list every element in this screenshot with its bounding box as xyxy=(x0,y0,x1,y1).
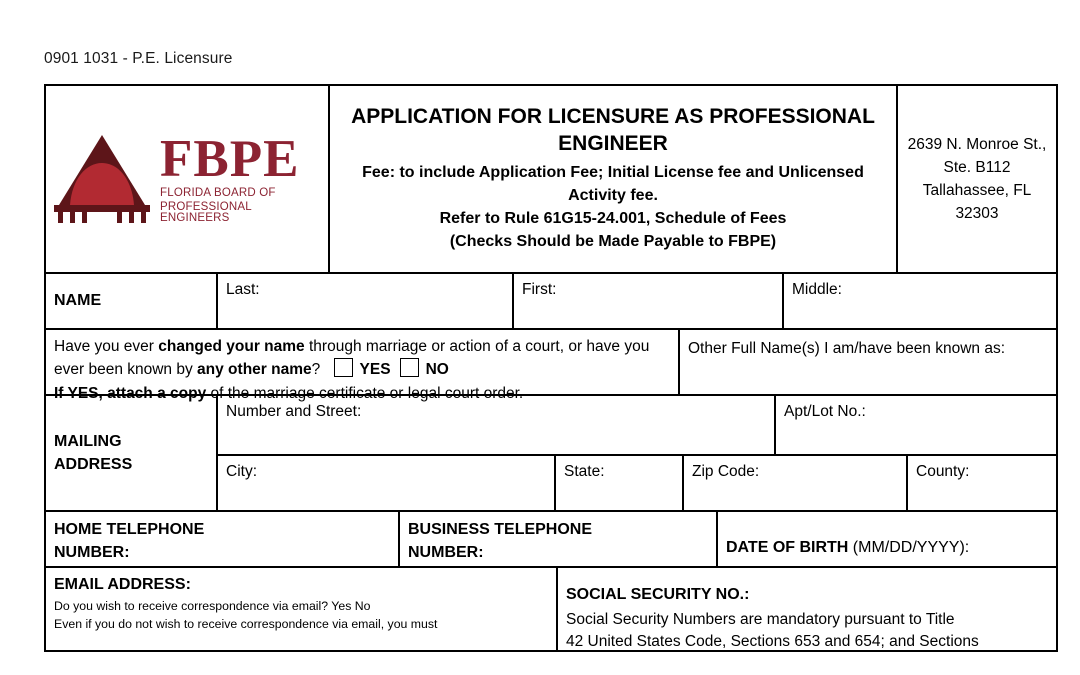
form-fee-line-3: (Checks Should be Made Payable to FBPE) xyxy=(449,233,777,251)
name-row xyxy=(46,274,1056,330)
fbpe-logo xyxy=(50,130,324,225)
mailing-address-fields xyxy=(218,396,1056,510)
name-change-bold-1: changed your name xyxy=(158,338,305,355)
mailing-street-row xyxy=(218,396,1056,456)
name-change-instruction-rest: of the marriage certificate or legal court order. xyxy=(206,384,524,402)
mailing-label-line-2: ADDRESS xyxy=(54,456,133,473)
mailing-city-row xyxy=(218,456,1056,510)
city-field[interactable]: City: xyxy=(218,456,556,510)
email-ssn-row xyxy=(46,568,1056,652)
name-row-label: NAME xyxy=(46,274,218,328)
date-of-birth-field[interactable] xyxy=(718,512,1056,566)
name-change-row xyxy=(46,330,1056,402)
home-phone-line-2: NUMBER: xyxy=(54,544,130,562)
name-change-text-2: through marriage or action of a court, or have you ever been known by xyxy=(54,338,650,379)
ssn-body-line-2: 42 United States Code, Sections 653 and 654; and Sections xyxy=(566,633,979,651)
bridge-logo-icon xyxy=(50,133,154,225)
name-change-no-label: NO xyxy=(425,361,449,379)
email-address-field[interactable] xyxy=(46,568,558,650)
name-change-text-1: Have you ever xyxy=(54,338,159,355)
email-address-label: EMAIL ADDRESS: xyxy=(54,576,191,593)
name-change-yes-checkbox[interactable] xyxy=(334,358,353,377)
last-name-field[interactable]: Last: xyxy=(218,274,514,328)
fbpe-logo-cell xyxy=(46,86,330,272)
email-fine-print-1: Do you wish to receive correspondence via email? Yes No xyxy=(54,599,371,614)
fbpe-logo-subtitle-1: FLORIDA BOARD OF xyxy=(160,187,276,200)
home-telephone-field[interactable] xyxy=(46,512,400,566)
board-address: 2639 N. Monroe St., Ste. B112 Tallahassee, FL 32303 xyxy=(907,135,1047,223)
name-change-yes-label: YES xyxy=(359,361,391,379)
name-change-no-checkbox[interactable] xyxy=(400,358,419,377)
fbpe-logo-subtitle-2: PROFESSIONAL ENGINEERS xyxy=(160,200,252,225)
form-title: APPLICATION FOR LICENSURE AS PROFESSIONAL ENGINEER xyxy=(351,105,875,155)
home-phone-line-1: HOME TELEPHONE xyxy=(54,521,205,538)
ssn-label: SOCIAL SECURITY NO.: xyxy=(566,586,750,603)
business-telephone-field[interactable] xyxy=(400,512,718,566)
contact-row xyxy=(46,512,1056,568)
other-names-field[interactable]: Other Full Name(s) I am/have been known as: xyxy=(688,340,1006,357)
name-change-question xyxy=(46,330,680,402)
fbpe-logo-wordmark: FBPE xyxy=(160,130,300,189)
form-fee-line-1: Fee: to include Application Fee; Initial License fee and Unlicensed Activity fee. xyxy=(362,163,864,205)
dob-label-rest: (MM/DD/YYYY): xyxy=(848,539,970,556)
middle-name-field[interactable]: Middle: xyxy=(792,281,842,298)
name-change-bold-2: any other name xyxy=(197,361,312,379)
form-title-cell xyxy=(330,86,898,272)
state-field[interactable]: State: xyxy=(556,456,684,510)
document-header-label: 0901 1031 - P.E. Licensure xyxy=(44,50,233,67)
mailing-address-block xyxy=(46,396,1056,512)
apt-field[interactable]: Apt/Lot No.: xyxy=(784,403,866,420)
ssn-body-line-1: Social Security Numbers are mandatory pursuant to Title xyxy=(566,611,955,629)
form-fee-line-2: Refer to Rule 61G15-24.001, Schedule of Fees xyxy=(439,210,787,228)
first-name-field[interactable]: First: xyxy=(514,274,784,328)
dob-label-bold: DATE OF BIRTH xyxy=(726,539,849,556)
social-security-field[interactable] xyxy=(558,568,1056,650)
business-phone-line-2: NUMBER: xyxy=(408,544,484,562)
mailing-address-label xyxy=(46,396,218,510)
form-masthead-row xyxy=(46,86,1056,274)
email-fine-print-2: Even if you do not wish to receive correspondence via email, you must xyxy=(54,616,438,631)
fbpe-logo-text xyxy=(160,130,324,225)
name-change-text-3: ? xyxy=(311,361,325,379)
name-change-instruction-bold: If YES, attach a copy xyxy=(54,384,207,402)
mailing-label-line-1: MAILING xyxy=(54,432,122,450)
county-field[interactable]: County: xyxy=(916,463,970,480)
business-phone-line-1: BUSINESS TELEPHONE xyxy=(408,521,593,538)
street-field[interactable]: Number and Street: xyxy=(218,396,776,454)
license-application-form xyxy=(44,84,1058,652)
zip-code-field[interactable]: Zip Code: xyxy=(684,456,908,510)
